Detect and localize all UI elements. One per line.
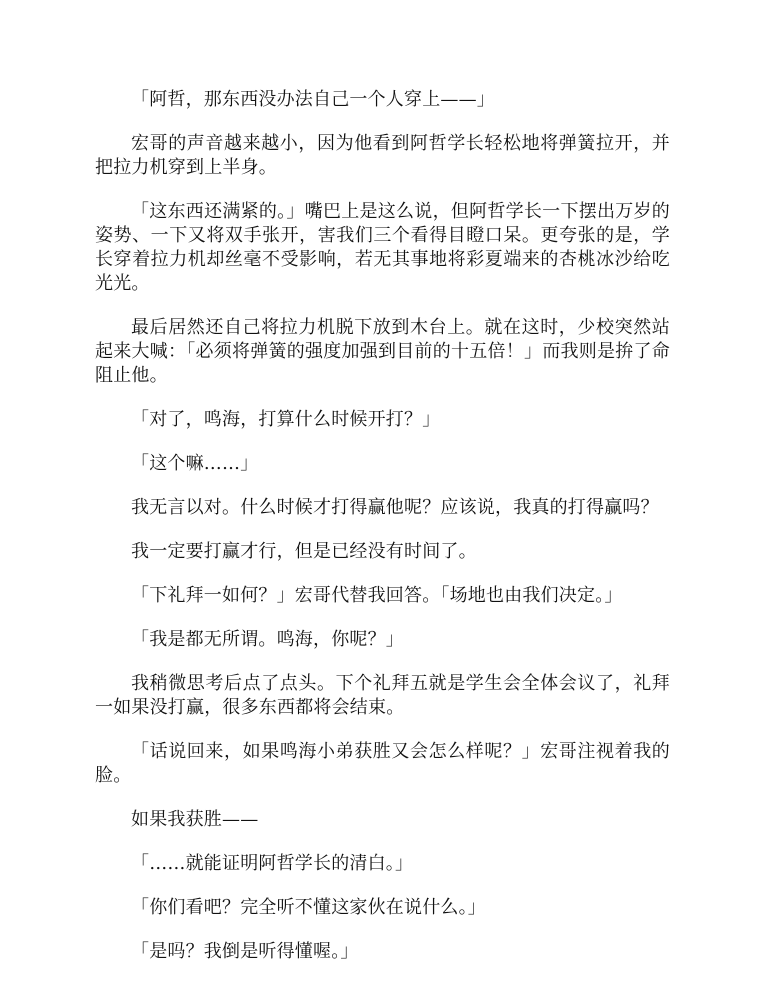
paragraph: 「你们看吧？完全听不懂这家伙在说什么。」 xyxy=(131,897,486,918)
paragraph: 我稍微思考后点了点头。下个礼拜五就是学生会全体会议了，礼拜一如果没打赢，很多东西都将会结束。 xyxy=(95,673,670,718)
paragraph: 「话说回来，如果鸣海小弟获胜又会怎么样呢？」宏哥注视着我的脸。 xyxy=(95,741,670,786)
paragraph: 「这东西还满紧的。」嘴巴上是这么说，但阿哲学长一下摆出万岁的姿势、一下又将双手张开，害我们三个看得目瞪口呆。更夸张的是，学长穿着拉力机却丝毫不受影响，若无其事地将彩夏端来的杏桃冰沙给吃光光。 xyxy=(95,201,670,294)
paragraph: 「是吗？我倒是听得懂喔。」 xyxy=(131,941,359,962)
paragraph: 我一定要打赢才行，但是已经没有时间了。 xyxy=(131,541,477,562)
paragraph: 「阿哲，那东西没办法自己一个人穿上——」 xyxy=(131,89,495,110)
paragraph: 「我是都无所谓。鸣海，你呢？」 xyxy=(131,629,404,650)
paragraph: 「……就能证明阿哲学长的清白。」 xyxy=(131,853,414,874)
paragraph: 「对了，鸣海，打算什么时候开打？」 xyxy=(131,409,441,430)
paragraph: 「下礼拜一如何？」宏哥代替我回答。「场地也由我们决定。」 xyxy=(131,585,623,606)
paragraph: 「这个嘛……」 xyxy=(131,453,259,474)
paragraph: 宏哥的声音越来越小，因为他看到阿哲学长轻松地将弹簧拉开，并把拉力机穿到上半身。 xyxy=(95,133,670,178)
paragraph: 我无言以对。什么时候才打得赢他呢？应该说，我真的打得赢吗？ xyxy=(131,497,659,518)
paragraph: 如果我获胜—— xyxy=(131,809,259,830)
paragraph: 最后居然还自己将拉力机脱下放到木台上。就在这时，少校突然站起来大喊：「必须将弹簧的强度加强到目前的十五倍！」而我则是拚了命阻止他。 xyxy=(95,317,670,386)
